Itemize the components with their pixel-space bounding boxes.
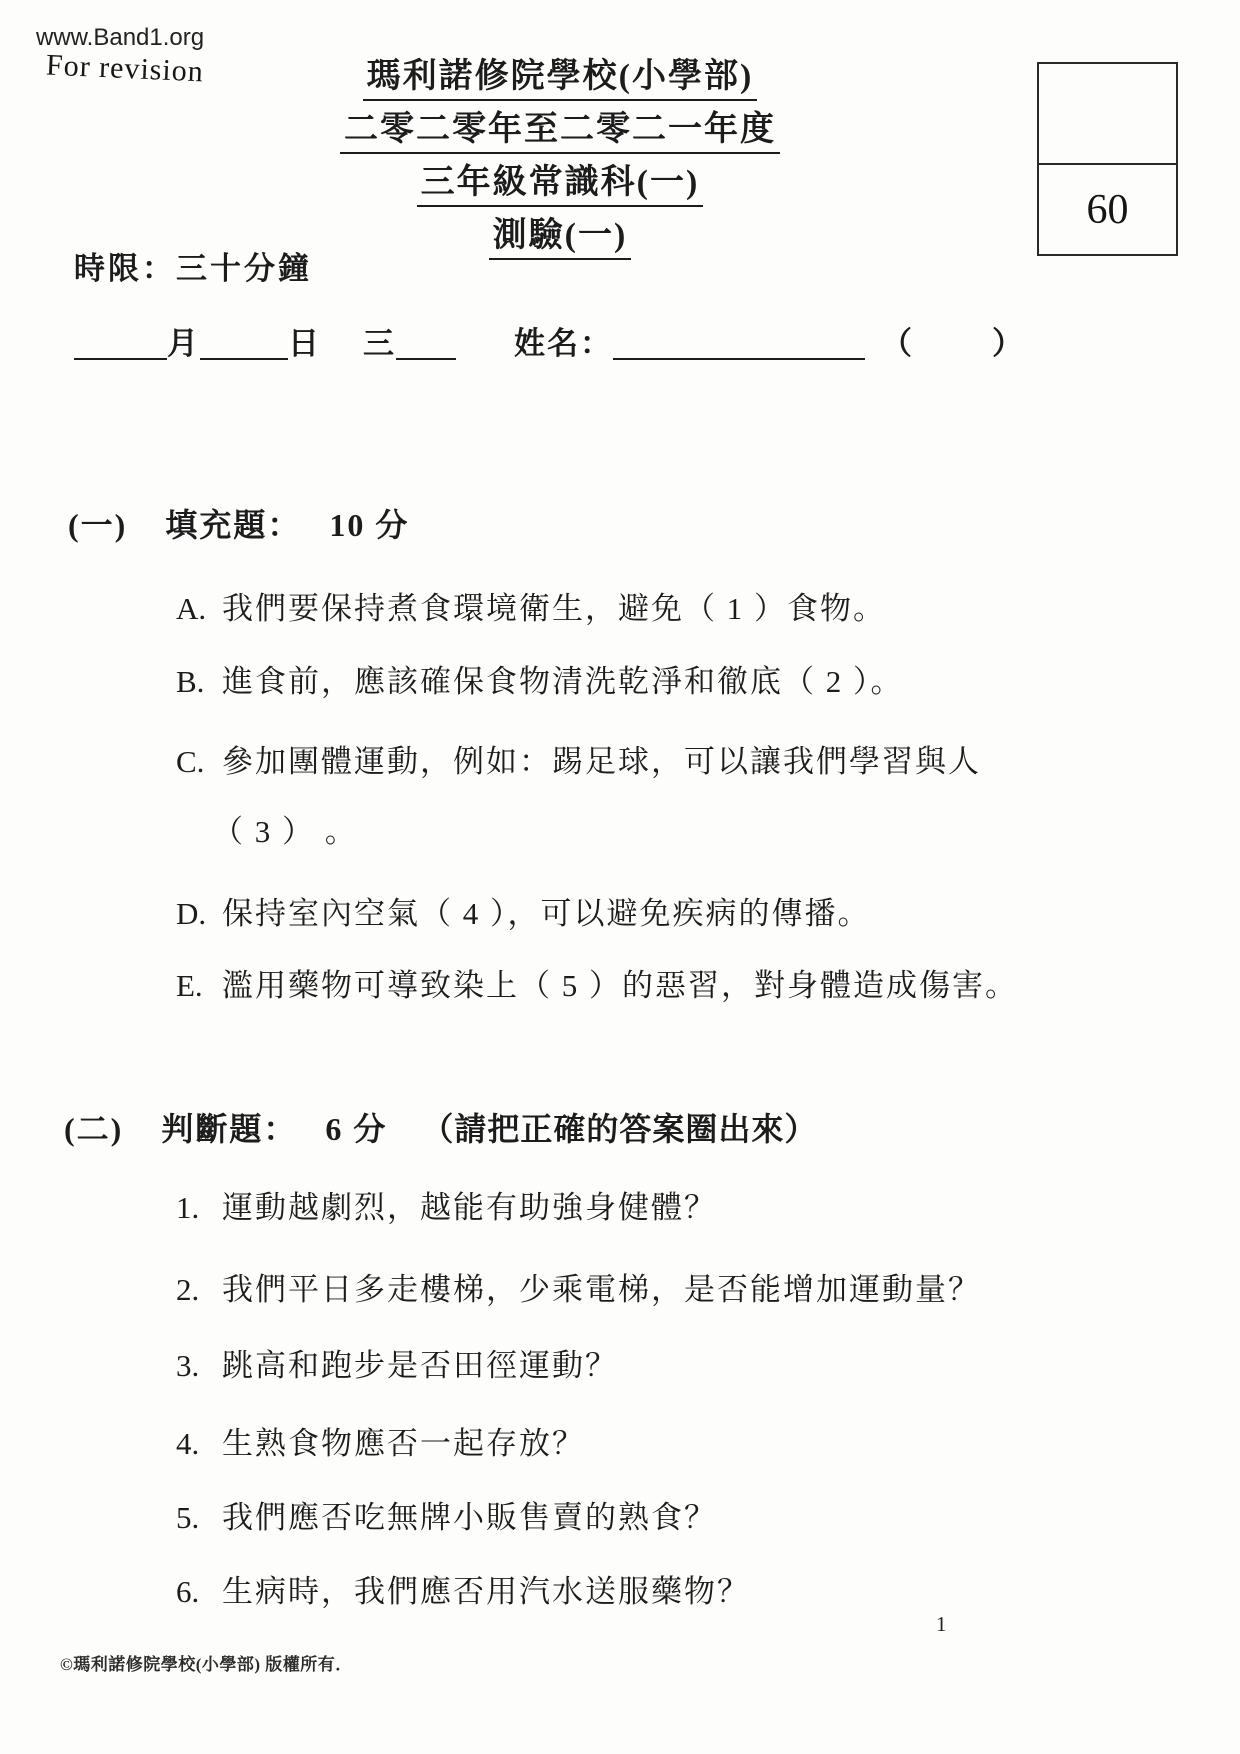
item-text: 參加團體運動，例如：踢足球，可以讓我們學習與人 — [222, 744, 981, 779]
section2-title: 判斷題： — [161, 1111, 298, 1147]
section1-number: (一) — [68, 507, 128, 543]
section1-marks: 10 分 — [329, 507, 410, 543]
weekday-label: 三 — [363, 326, 396, 361]
item-text: 生熟食物應否一起存放？ — [222, 1426, 585, 1461]
judge-item-6 — [176, 1566, 1196, 1611]
item-text: （ 3 ） 。 — [212, 814, 358, 849]
item-label: C. — [176, 744, 205, 779]
section1-title: 填充題： — [165, 507, 302, 543]
fill-item-e — [176, 960, 1196, 1005]
section1-header — [68, 500, 443, 546]
blank-day — [200, 327, 288, 360]
score-box-total: 60 — [1086, 186, 1129, 233]
school-year-line — [250, 111, 870, 154]
item-label: 6. — [176, 1574, 200, 1609]
item-label: D. — [176, 896, 207, 931]
judge-item-2 — [176, 1264, 1196, 1309]
item-text: 進食前，應該確保食物清洗乾淨和徹底（ 2 ）。 — [222, 664, 904, 699]
subject-name: 三年級常識科(一) — [417, 164, 704, 207]
test-title: 測驗(一) — [489, 217, 632, 260]
month-label: 月 — [167, 326, 200, 361]
item-text: 運動越劇烈，越能有助強身健體？ — [222, 1190, 717, 1225]
section2-marks: 6 分 — [325, 1111, 388, 1147]
test-title-line — [250, 217, 870, 260]
fill-item-d — [176, 888, 1196, 933]
item-label: B. — [176, 664, 205, 699]
day-label: 日 — [288, 326, 321, 361]
item-text: 保持室內空氣（ 4 ），可以避免疾病的傳播。 — [222, 896, 871, 931]
item-label: A. — [176, 591, 207, 626]
revision-note: For revision — [45, 48, 205, 89]
paper-title-block — [250, 58, 870, 270]
date-name-line — [74, 318, 1174, 363]
school-name: 瑪利諾修院學校(小學部) — [363, 58, 758, 101]
item-text: 跳高和跑步是否田徑運動？ — [222, 1348, 618, 1383]
paren-open: （ — [881, 326, 914, 361]
name-label: 姓名： — [514, 326, 613, 361]
blank-weekday — [396, 327, 456, 360]
item-text: 我們平日多走樓梯，少乘電梯，是否能增加運動量？ — [222, 1272, 981, 1307]
score-box — [1037, 62, 1178, 256]
section2-note: （請把正確的答案圈出來） — [421, 1111, 818, 1147]
item-label: 5. — [176, 1500, 200, 1535]
judge-item-3 — [176, 1340, 1196, 1385]
item-text: 濫用藥物可導致染上（ 5 ）的惡習，對身體造成傷害。 — [222, 968, 1018, 1003]
item-label: 3. — [176, 1348, 200, 1383]
item-text: 我們要保持煮食環境衛生，避免（ 1 ）食物。 — [222, 591, 886, 626]
blank-name — [613, 327, 865, 360]
fill-item-b — [176, 656, 1196, 701]
site-watermark: www.Band1.org — [36, 24, 205, 51]
copyright-footer: ©瑪利諾修院學校(小學部) 版權所有． — [60, 1655, 353, 1674]
blank-month — [74, 327, 167, 360]
item-text: 我們應否吃無牌小販售賣的熟食？ — [222, 1500, 717, 1535]
judge-item-4 — [176, 1418, 1196, 1463]
item-label: 2. — [176, 1272, 200, 1307]
item-label: 4. — [176, 1426, 200, 1461]
item-text: 生病時，我們應否用汽水送服藥物？ — [222, 1574, 750, 1609]
paren-close: ） — [992, 326, 1025, 361]
section2-number: (二) — [64, 1111, 124, 1147]
judge-item-1 — [176, 1182, 1196, 1227]
fill-item-c — [176, 736, 1196, 781]
item-label: 1. — [176, 1190, 200, 1225]
fill-item-a — [176, 583, 1196, 628]
school-name-line — [250, 58, 870, 101]
fill-item-c-continued — [212, 806, 1232, 851]
judge-item-5 — [176, 1492, 1196, 1537]
page-number: 1 — [936, 1612, 947, 1636]
school-year: 二零二零年至二零二一年度 — [340, 111, 780, 154]
time-limit: 時限：三十分鐘 — [74, 251, 312, 286]
subject-line — [250, 164, 870, 207]
section2-header — [64, 1104, 817, 1150]
score-box-empty-cell — [1039, 64, 1176, 165]
item-label: E. — [176, 968, 203, 1003]
